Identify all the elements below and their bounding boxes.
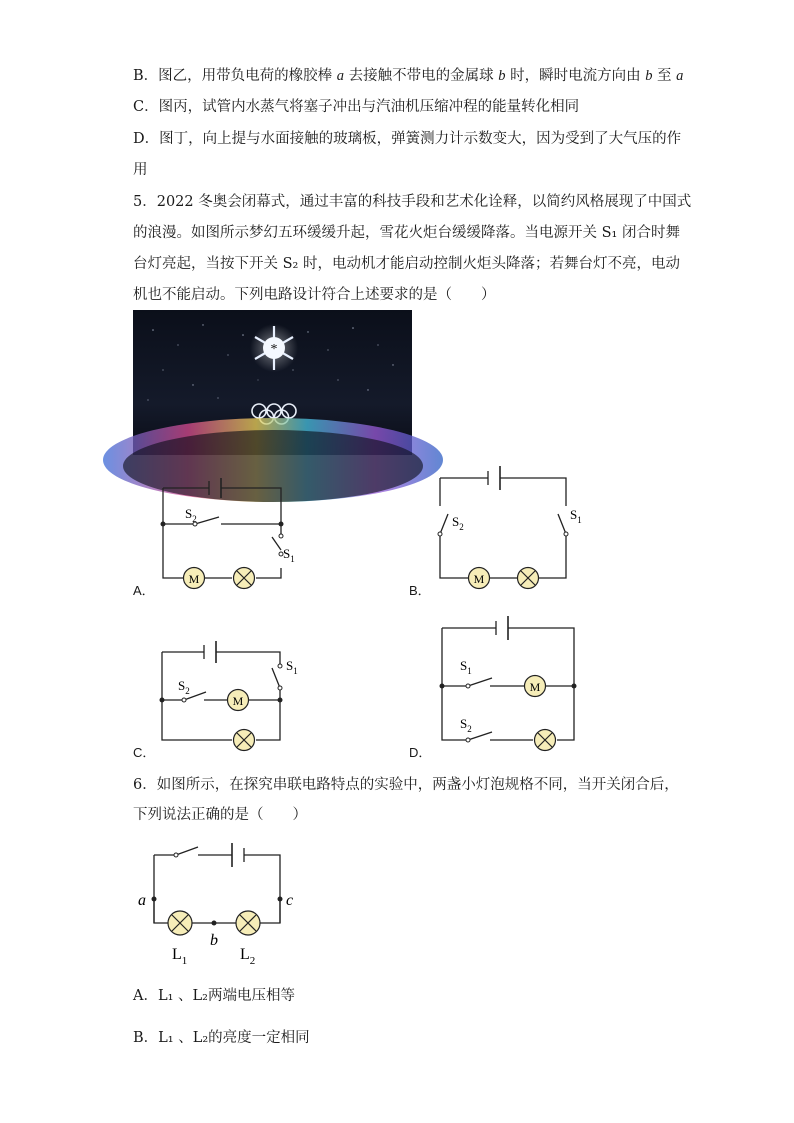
lamp-d <box>535 730 556 751</box>
q4-option-d-line1: D．图丁，向上提与水面接触的玻璃板，弹簧测力计示数变大，因为受到了大气压的作 <box>133 131 682 147</box>
lamp-b <box>518 568 539 589</box>
q5-option-a-label: A． <box>133 583 155 598</box>
q5-option-d-label: D． <box>409 745 432 760</box>
circuit-c <box>152 634 302 756</box>
point-b: b <box>210 932 218 949</box>
lamp-l1 <box>168 911 192 935</box>
svg-text:M: M <box>473 572 485 586</box>
circuit-series <box>132 835 302 970</box>
svg-text:S1: $S_1$ <box>286 658 298 676</box>
lamp-a <box>234 568 255 589</box>
point-c: c <box>286 892 294 909</box>
q5-stem-line2: 的浪漫。如图所示梦幻五环缓缓升起，雪花火炬台缓缓降落。当电源开关 S₁ 闭合时舞 <box>133 225 680 241</box>
svg-text:S1: $S_1$ <box>283 546 295 564</box>
q6-option-b: B．L₁ 、L₂的亮度一定相同 <box>133 1030 310 1046</box>
point-a: a <box>138 892 146 909</box>
svg-text:S2: $S_2$ <box>178 678 190 696</box>
q5-option-c-label: C． <box>133 745 156 760</box>
q5-stem-line4: 机也不能启动。下列电路设计符合上述要求的是（ ） <box>133 287 496 303</box>
svg-text:M: M <box>232 694 244 708</box>
label-l1: $L_1$ <box>172 946 188 967</box>
q6-stem-line1: 6．如图所示，在探究串联电路特点的实验中，两盏小灯泡规格不同，当开关闭合后， <box>133 777 679 793</box>
svg-text:*: * <box>270 342 278 357</box>
svg-text:S2: $S_2$ <box>460 716 472 734</box>
motor-label-a: M <box>188 572 200 586</box>
ceremony-photo <box>133 310 412 455</box>
q4-option-b: B．图乙，用带负电荷的橡胶棒 a 去接触不带电的金属球 b 时，瞬时电流方向由 b 至 a <box>133 68 684 84</box>
q5-option-b-label: B． <box>409 583 431 598</box>
circuit-d <box>432 614 582 754</box>
lamp-l2 <box>236 911 260 935</box>
svg-text:S2: $S_2$ <box>185 506 197 524</box>
label-l2: $L_2$ <box>240 946 256 967</box>
svg-text:S2: $S_2$ <box>452 514 464 532</box>
q5-stem-line1: 5．2022 冬奥会闭幕式，通过丰富的科技手段和艺术化诠释，以简约风格展现了中国式 <box>133 194 692 210</box>
svg-text:S1: $S_1$ <box>460 658 472 676</box>
q6-stem-line2: 下列说法正确的是（ ） <box>133 807 307 823</box>
snowflake-torch <box>250 324 298 372</box>
q6-option-a: A．L₁ 、L₂两端电压相等 <box>133 988 295 1004</box>
svg-text:S1: $S_1$ <box>570 507 582 525</box>
circuit-b <box>430 458 580 593</box>
q5-stem-line3: 台灯亮起，当按下开关 S₂ 时，电动机才能启动控制火炬头降落；若舞台灯不亮，电动 <box>133 256 680 272</box>
q4-option-d-line2: 用 <box>133 162 148 178</box>
svg-text:M: M <box>529 680 541 694</box>
lamp-c <box>234 730 255 751</box>
circuit-a <box>155 470 295 595</box>
q4-option-c: C．图丙，试管内水蒸气将塞子冲出与汽油机压缩冲程的能量转化相同 <box>133 99 580 115</box>
